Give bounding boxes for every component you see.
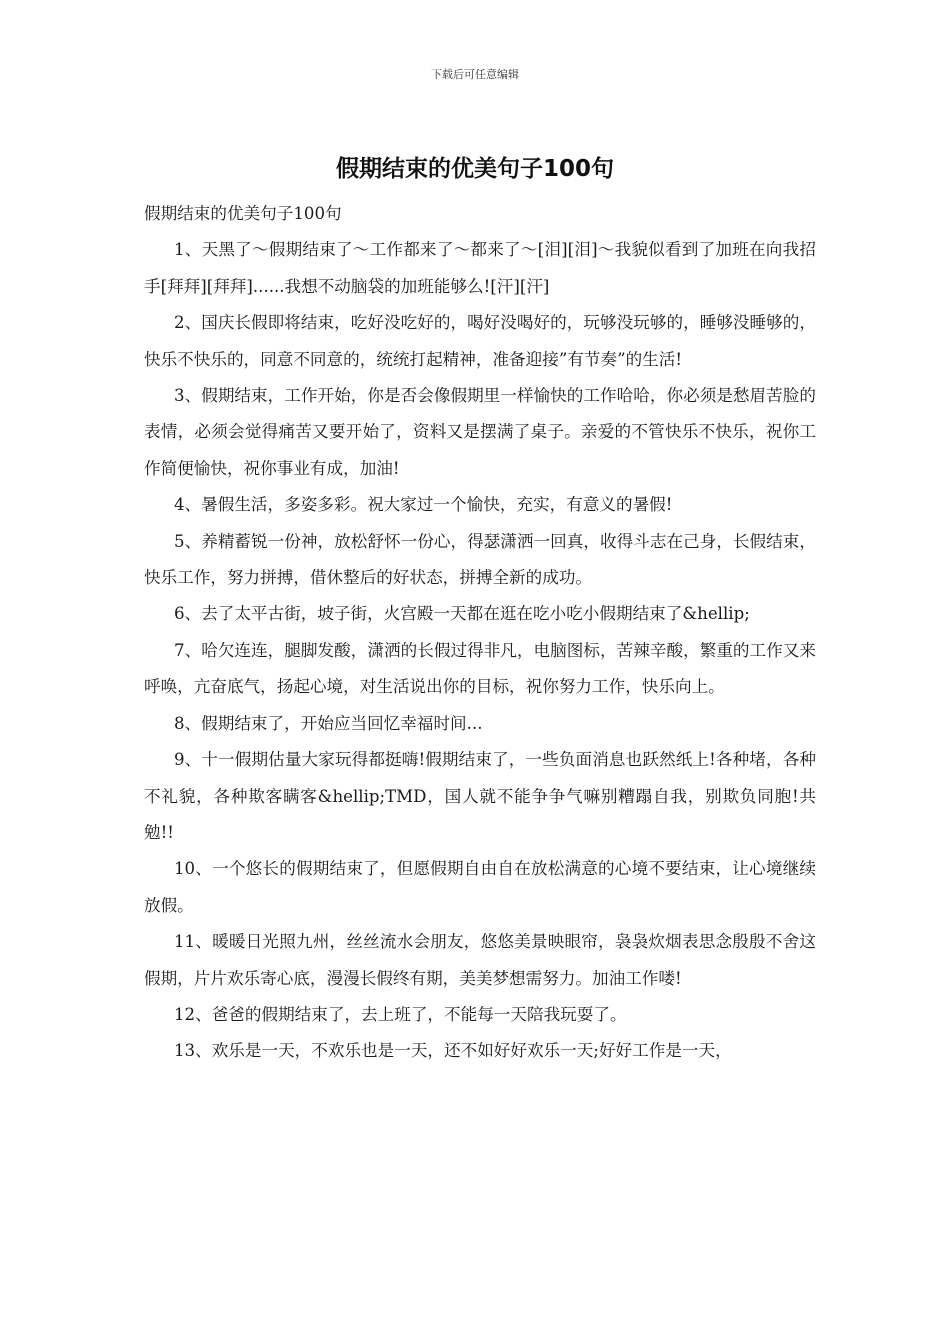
document-title: 假期结束的优美句子100句: [335, 156, 614, 182]
paragraph-7: 7、哈欠连连，腿脚发酸，潇洒的长假过得非凡，电脑图标，苦辣辛酸，繁重的工作又来呼唤，亢奋底气，扬起心境，对生活说出你的目标，祝你努力工作，快乐向上。: [144, 640, 816, 697]
paragraph-5: 5、养精蓄锐一份神，放松舒怀一份心，得瑟潇洒一回真，收得斗志在己身，长假结束，快乐工作，努力拼搏，借休整后的好状态，拼搏全新的成功。: [144, 531, 816, 588]
paragraph-1: 1、天黑了～假期结束了～工作都来了～都来了～[泪][泪]～我貌似看到了加班在向我招手[拜拜][拜拜]......我想不动脑袋的加班能够么![汗][汗]: [144, 240, 816, 296]
header-note: 下载后可任意编辑: [431, 68, 519, 81]
paragraph-12: 12、爸爸的假期结束了，去上班了，不能每一天陪我玩耍了。: [174, 1004, 627, 1024]
paragraph-9: 9、十一假期估量大家玩得都挺嗨!假期结束了，一些负面消息也跃然纸上!各种堵，各种不礼貌，各种欺客瞒客&hellip;TMD，国人就不能争争气嘛别糟蹋自我，别欺负同胞!共勉!!: [144, 750, 816, 842]
paragraph-8: 8、假期结束了，开始应当回忆幸福时间...: [174, 713, 483, 733]
document-subtitle: 假期结束的优美句子100句: [144, 204, 342, 223]
document-body: [144, 196, 816, 1070]
paragraph-3: 3、假期结束，工作开始，你是否会像假期里一样愉快的工作哈哈，你必须是愁眉苦脸的表情，必须会觉得痛苦又要开始了，资料又是摆满了桌子。亲爱的不管快乐不快乐，祝你工作简便愉快，祝你事业有成，加油!: [144, 386, 816, 478]
paragraph-2: 2、国庆长假即将结束，吃好没吃好的，喝好没喝好的，玩够没玩够的，睡够没睡够的，快乐不快乐的，同意不同意的，统统打起精神，准备迎接”有节奏”的生活!: [144, 313, 816, 369]
paragraph-11: 11、暖暖日光照九州，丝丝流水会朋友，悠悠美景映眼帘，袅袅炊烟表思念殷殷不舍这假期，片片欢乐寄心底，漫漫长假终有期，美美梦想需努力。加油工作喽!: [144, 932, 816, 988]
paragraph-4: 4、暑假生活，多姿多彩。祝大家过一个愉快，充实，有意义的暑假!: [174, 495, 673, 515]
paragraph-13: 13、欢乐是一天，不欢乐也是一天，还不如好好欢乐一天;好好工作是一天，: [174, 1041, 732, 1061]
paragraph-6: 6、去了太平古街，坡子街，火宫殿一天都在逛在吃小吃小假期结束了&hellip;: [174, 604, 750, 624]
paragraph-10: 10、一个悠长的假期结束了，但愿假期自由自在放松满意的心境不要结束，让心境继续放假。: [144, 859, 816, 915]
